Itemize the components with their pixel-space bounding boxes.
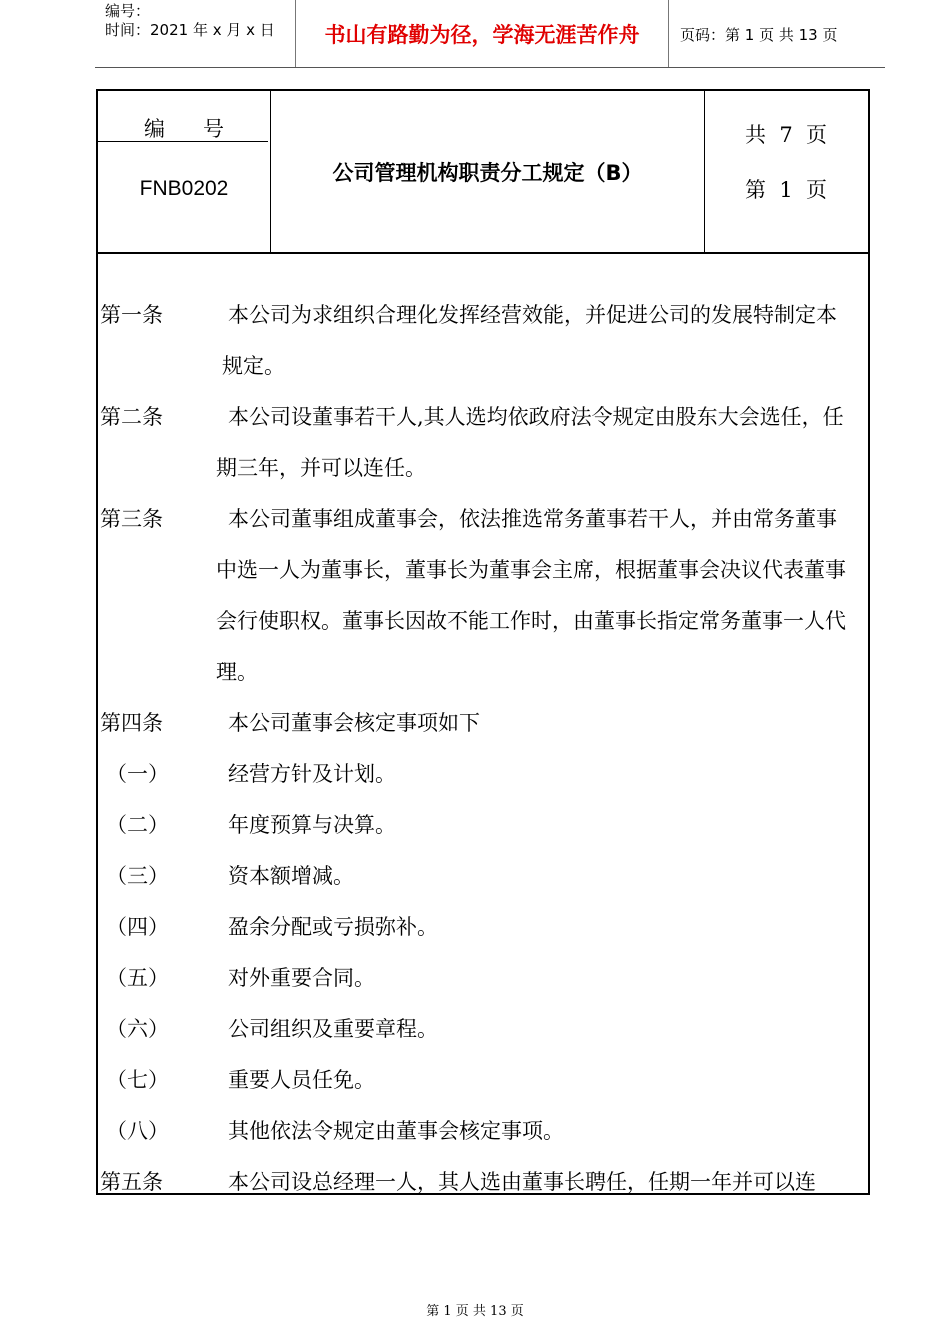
date-label: 时间：2021 年 x 月 x 日 bbox=[105, 21, 275, 39]
article-label: （七） bbox=[106, 1068, 169, 1092]
article-label: （二） bbox=[106, 813, 169, 837]
article-label: （三） bbox=[106, 864, 169, 888]
serial-label: 编号： bbox=[105, 2, 151, 20]
header-motto: 书山有路勤为径，学海无涯苦作舟 bbox=[324, 23, 640, 47]
article-text-line: 期三年，并可以连任。 bbox=[216, 456, 426, 480]
total-pages: 共 7 页 bbox=[745, 123, 828, 147]
article-label: 第一条 bbox=[100, 303, 163, 327]
code-value: FNB0202 bbox=[139, 177, 229, 200]
article-text-line: 经营方针及计划。 bbox=[228, 762, 396, 786]
article-text-line: 重要人员任免。 bbox=[228, 1068, 375, 1092]
article-text-line: 年度预算与决算。 bbox=[228, 813, 396, 837]
article-text-line: 对外重要合同。 bbox=[228, 966, 375, 990]
article-label: （一） bbox=[106, 762, 169, 786]
article-text-line: 本公司设总经理一人，其人选由董事长聘任，任期一年并可以连 bbox=[228, 1170, 816, 1194]
article-text-line: 中选一人为董事长，董事长为董事会主席，根据董事会决议代表董事 bbox=[216, 558, 846, 582]
article-label: 第五条 bbox=[100, 1170, 163, 1194]
page-footer: 第 1 页 共 13 页 bbox=[426, 1304, 524, 1319]
article-text-line: 理。 bbox=[216, 660, 258, 684]
article-text-line: 其他依法令规定由董事会核定事项。 bbox=[228, 1119, 564, 1143]
article-text-line: 本公司董事会核定事项如下 bbox=[228, 711, 480, 735]
article-text-line: 本公司为求组织合理化发挥经营效能，并促进公司的发展特制定本 bbox=[228, 303, 837, 327]
article-label: 第二条 bbox=[100, 405, 163, 429]
code-divider bbox=[98, 141, 268, 142]
header-meta bbox=[105, 2, 275, 40]
document-frame bbox=[96, 89, 870, 1195]
article-text-line: 会行使职权。董事长因故不能工作时，由董事长指定常务董事一人代 bbox=[216, 609, 846, 633]
code-cell bbox=[98, 91, 271, 252]
article-text-line: 资本额增减。 bbox=[228, 864, 354, 888]
article-label: （六） bbox=[106, 1017, 169, 1041]
title-block bbox=[98, 91, 868, 254]
article-label: （五） bbox=[106, 966, 169, 990]
article-label: （八） bbox=[106, 1119, 169, 1143]
current-page: 第 1 页 bbox=[745, 178, 828, 202]
article-text-line: 盈余分配或亏损弥补。 bbox=[228, 915, 438, 939]
article-text-line: 本公司设董事若干人,其人选均依政府法令规定由股东大会选任，任 bbox=[228, 405, 844, 429]
article-label: 第四条 bbox=[100, 711, 163, 735]
article-text-line: 公司组织及重要章程。 bbox=[228, 1017, 438, 1041]
header-page-info: 页码：第 1 页 共 13 页 bbox=[680, 26, 838, 44]
code-label: 编号 bbox=[144, 117, 262, 141]
article-label: （四） bbox=[106, 915, 169, 939]
document-title: 公司管理机构职责分工规定（B） bbox=[332, 160, 643, 185]
article-text-line: 规定。 bbox=[222, 354, 285, 378]
header-rule bbox=[95, 67, 885, 68]
article-text-line: 本公司董事组成董事会，依法推选常务董事若干人，并由常务董事 bbox=[228, 507, 837, 531]
header-divider bbox=[668, 0, 669, 68]
article-label: 第三条 bbox=[100, 507, 163, 531]
page-count-cell bbox=[704, 91, 871, 252]
